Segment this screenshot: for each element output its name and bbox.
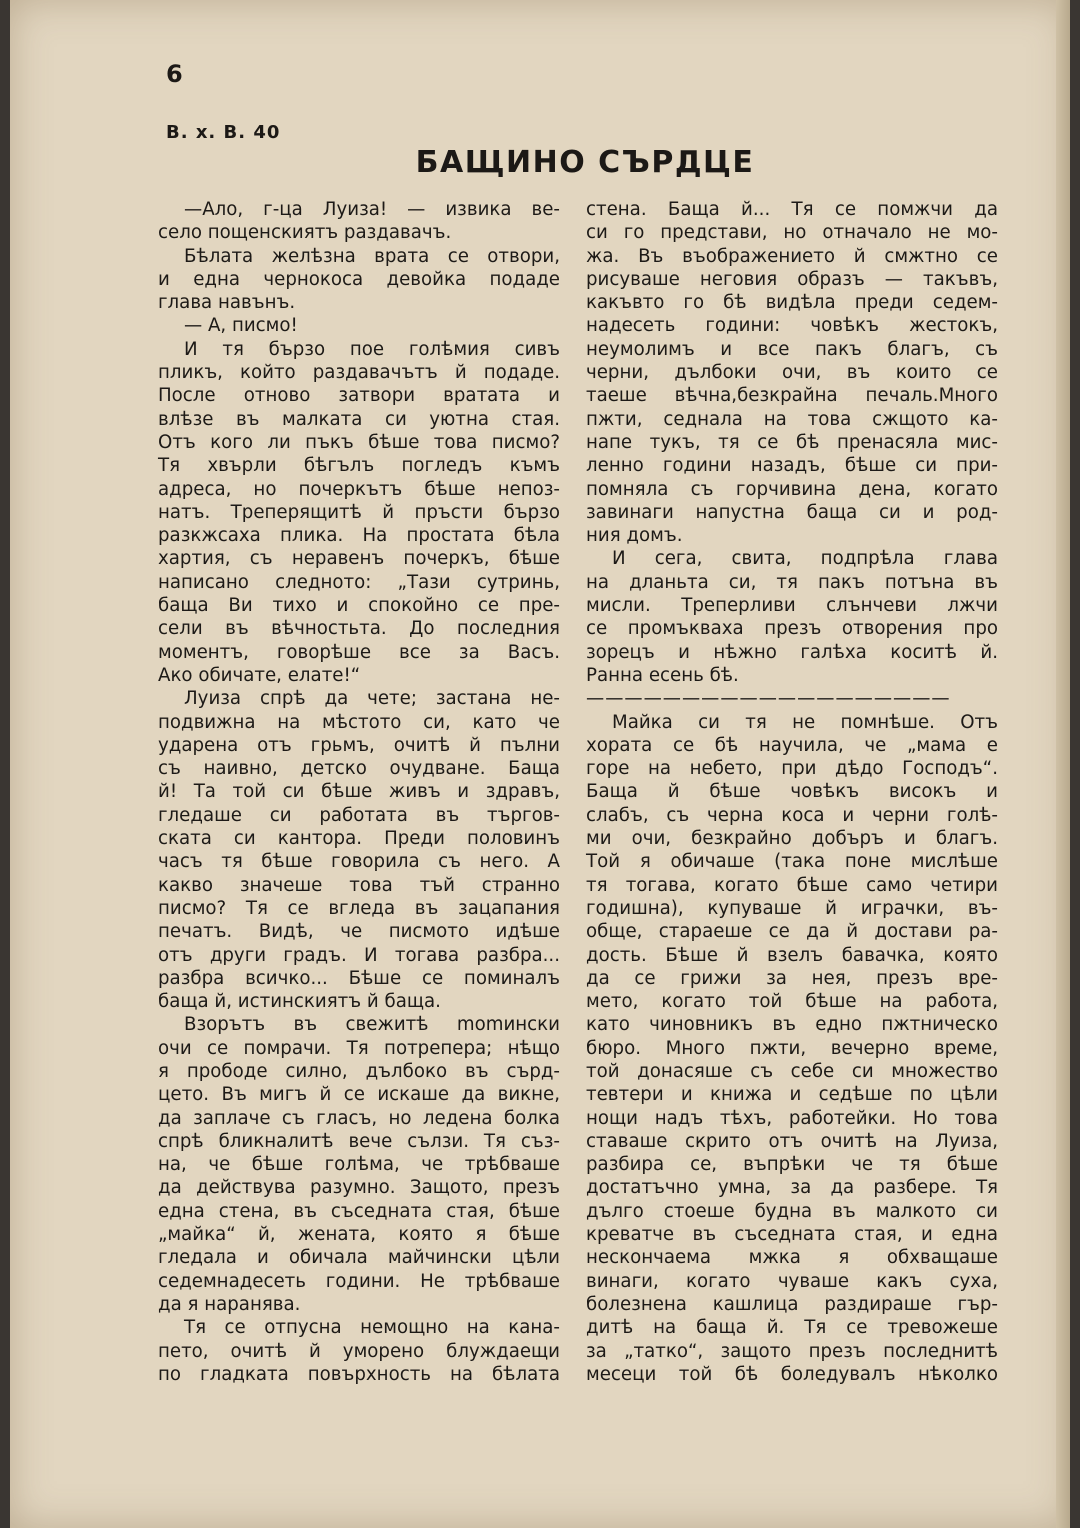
article-title: БАЩИНО СЪРДЦЕ [415,145,755,180]
text-line: Взорътъ въ свежитѣ momински [184,1014,560,1036]
text-line: й! Та той си бѣше живъ и здравъ, [158,781,560,803]
text-line: таеше вѣчна,безкрайна печаль.Много [586,385,998,407]
text-line: Той я обичаше (така поне мислѣше [586,851,998,873]
text-line: гледала и обичала майчински цѣли [158,1247,560,1269]
text-line: глава навънъ. [158,292,296,314]
page-number: 6 [166,60,183,88]
text-line: нескончаема мжка я обхващаше [586,1247,998,1269]
text-line: неумолимъ и все пакъ благъ, съ [586,338,998,360]
text-line: достатъчно умна, за да разбере. Тя [586,1177,998,1199]
text-line: натъ. Треперящитѣ й пръсти бързо [158,501,560,523]
text-line: часъ тя бѣше говорила съ него. А [158,851,560,873]
text-line: ния домъ. [586,525,683,547]
text-line: по гладката повърхность на бѣлата [158,1363,560,1385]
issue-label: В. х. В. 40 [166,122,281,143]
text-line: спрѣ бликналитѣ вече сълзи. Тя съз- [158,1130,560,1152]
text-line: той донасяше съ себе си множество [586,1060,998,1082]
text-line: нощи надъ тѣхъ, работейки. Но това [586,1107,998,1129]
text-line: писмо? Тя се вгледа въ зацапания [158,897,560,919]
text-line: тевтери и книжа и седѣше по цѣли [586,1084,998,1106]
text-line: гледаше си работата въ търгов- [158,804,560,826]
magazine-page [10,0,1070,1528]
text-line: отъ други градъ. И тогава разбра... [158,944,560,966]
text-line: Бѣлата желѣзна врата се отвори, [184,245,560,267]
text-line: като чиновникъ въ едно пжтническо [586,1014,998,1036]
text-line: село пощенскиятъ раздавачъ. [158,222,452,244]
text-line: пето, очитѣ й уморено блуждаещи [158,1340,560,1362]
left-column [158,198,560,1386]
text-line: разкжсаха плика. На простата бѣла [158,525,560,547]
text-line: И тя бързо пое голѣмия сивъ [184,338,560,360]
text-line: Луиза спрѣ да чете; застана не- [184,688,560,710]
right-column [586,198,998,1386]
text-line: После отново затвори вратата и [158,385,560,407]
text-line: Майка си тя не помнѣше. Отъ [612,711,998,733]
text-line: — А, писмо! [184,315,298,337]
text-line: да действува разумно. Защото, презъ [158,1177,560,1199]
text-line: зорецъ и нѣжно галѣха коситѣ й. [586,641,998,663]
text-line: за „татко“, защото презъ последнитѣ [586,1340,998,1362]
text-line: рисуваше неговия образъ — такъвъ, [586,268,998,290]
text-line: какъвто го бѣ видѣла преди седем- [586,292,998,314]
text-line: И сега, свита, подпрѣла глава [612,548,998,570]
text-line: се промъкваха презъ отворения про [586,618,998,640]
text-line: на дланьта си, тя пакъ потъна въ [586,571,998,593]
text-line: завинаги напустна баща си и род- [586,501,998,523]
text-line: разбра всичко... Бѣше се поминалъ [158,967,560,989]
text-line: болезнена кашлица раздираше гър- [586,1293,998,1315]
text-line: разбира се, въпрѣки че тя бѣше [586,1154,998,1176]
text-line: тя тогава, когато бѣше само четири [586,874,998,896]
text-line: хартия, съ неравенъ почеркъ, бѣше [158,548,560,570]
text-line: бюро. Много пжти, вечерно време, [586,1037,998,1059]
text-line: ми очи, безкрайно добъръ и благъ. [586,828,998,850]
text-line: Ранна есень бѣ. [586,664,739,686]
text-line: черни, дълбоки очи, въ които се [586,362,998,384]
text-line: баща Ви тихо и спокойно се пре- [158,595,560,617]
text-line: какво значеше това тъй странно [158,874,560,896]
text-line: моментъ, говорѣше все за Васъ. [158,641,560,663]
text-line: Тя се отпусна немощно на кана- [184,1317,560,1339]
text-line: съ наивно, детско очудване. Баща [158,758,560,780]
text-line: да я наранява. [158,1293,301,1315]
text-line: Баща й бѣше човѣкъ високъ и [586,781,998,803]
text-line: Отъ кого ли пъкъ бѣше това писмо? [158,431,560,453]
text-line: седемнадесеть години. Не трѣбваше [158,1270,560,1292]
text-line: слабъ, съ черна коса и черни голѣ- [586,804,998,826]
text-line: помняла съ горчивина дена, когато [586,478,998,500]
text-line: Ако обичате, елате!“ [158,664,361,686]
section-separator: ——————————————————— [586,688,951,710]
text-line: си го представи, но отначало не мо- [586,222,998,244]
text-line: мисли. Треперливи слънчеви лжчи [586,595,998,617]
text-line: и една чернокоса девойка подаде [158,268,560,290]
text-line: дитѣ на баща й. Тя се тревожеше [586,1317,998,1339]
text-line: мето, когато той бѣше на работа, [586,991,998,1013]
text-line: да се грижи за нея, презъ вре- [586,967,998,989]
text-line: горе на небето, при дѣдо Господъ“. [586,758,998,780]
text-line: ударена отъ грьмъ, очитѣ й пълни [158,734,560,756]
text-line: обще, стараеше се да й достави ра- [586,921,998,943]
text-line: сели въ вѣчностьта. До последния [158,618,560,640]
text-line: ленно години назадъ, бѣше си при- [586,455,998,477]
text-line: очи се помрачи. Тя потрепера; нѣщо [158,1037,560,1059]
text-line: цето. Въ мигъ й се искаше да викне, [158,1084,560,1106]
text-line: написано следното: „Тази сутринь, [158,571,560,593]
text-line: ставаше скрито отъ очитѣ на Луиза, [586,1130,998,1152]
text-line: жа. Въ въображението й смжтно се [586,245,998,267]
text-line: я прободе силно, дълбоко въ сърд- [158,1060,560,1082]
text-line: дость. Бѣше й взелъ бавачка, която [586,944,998,966]
text-line: Тя хвърли бѣгълъ погледъ къмъ [158,455,560,477]
text-line: пжти, седнала на това сжщото ка- [586,408,998,430]
text-line: напе тукъ, тя се бѣ пренасяла мис- [586,431,998,453]
text-line: месеци той бѣ боледувалъ нѣколко [586,1363,998,1385]
text-line: подвижна на мѣстото си, като че [158,711,560,733]
text-line: влѣзе въ малката си уютна стая. [158,408,560,430]
text-line: печатъ. Видѣ, че писмото идѣше [158,921,560,943]
text-line: ската си кантора. Преди половинъ [158,828,560,850]
text-line: дълго стоеше будна въ малкото си [586,1200,998,1222]
text-line: баща й, истинскиятъ й баща. [158,991,441,1013]
text-line: да заплаче съ гласъ, но ледена болка [158,1107,560,1129]
text-line: винаги, когато чуваше какъ суха, [586,1270,998,1292]
text-line: —Ало, г-ца Луиза! — извика ве- [184,199,560,220]
text-line: пликъ, който раздавачътъ й подаде. [158,362,560,384]
text-line: надесеть години: човѣкъ жестокъ, [586,315,998,337]
page-edge [1056,0,1070,1528]
text-line: хората се бѣ научила, че „мама е [586,734,998,756]
text-line: на, че бѣше голѣма, че трѣбваше [158,1154,560,1176]
text-line: адреса, но почеркътъ бѣше непоз- [158,478,560,500]
text-line: „майка“ й, жената, която я бѣше [158,1224,560,1246]
text-line: стена. Баща й... Тя се помжчи да [586,199,998,220]
text-line: креватче въ съседната стая, и една [586,1224,998,1246]
text-line: една стена, въ съседната стая, бѣше [158,1200,560,1222]
text-line: годишна), купуваше й играчки, въ- [586,897,998,919]
